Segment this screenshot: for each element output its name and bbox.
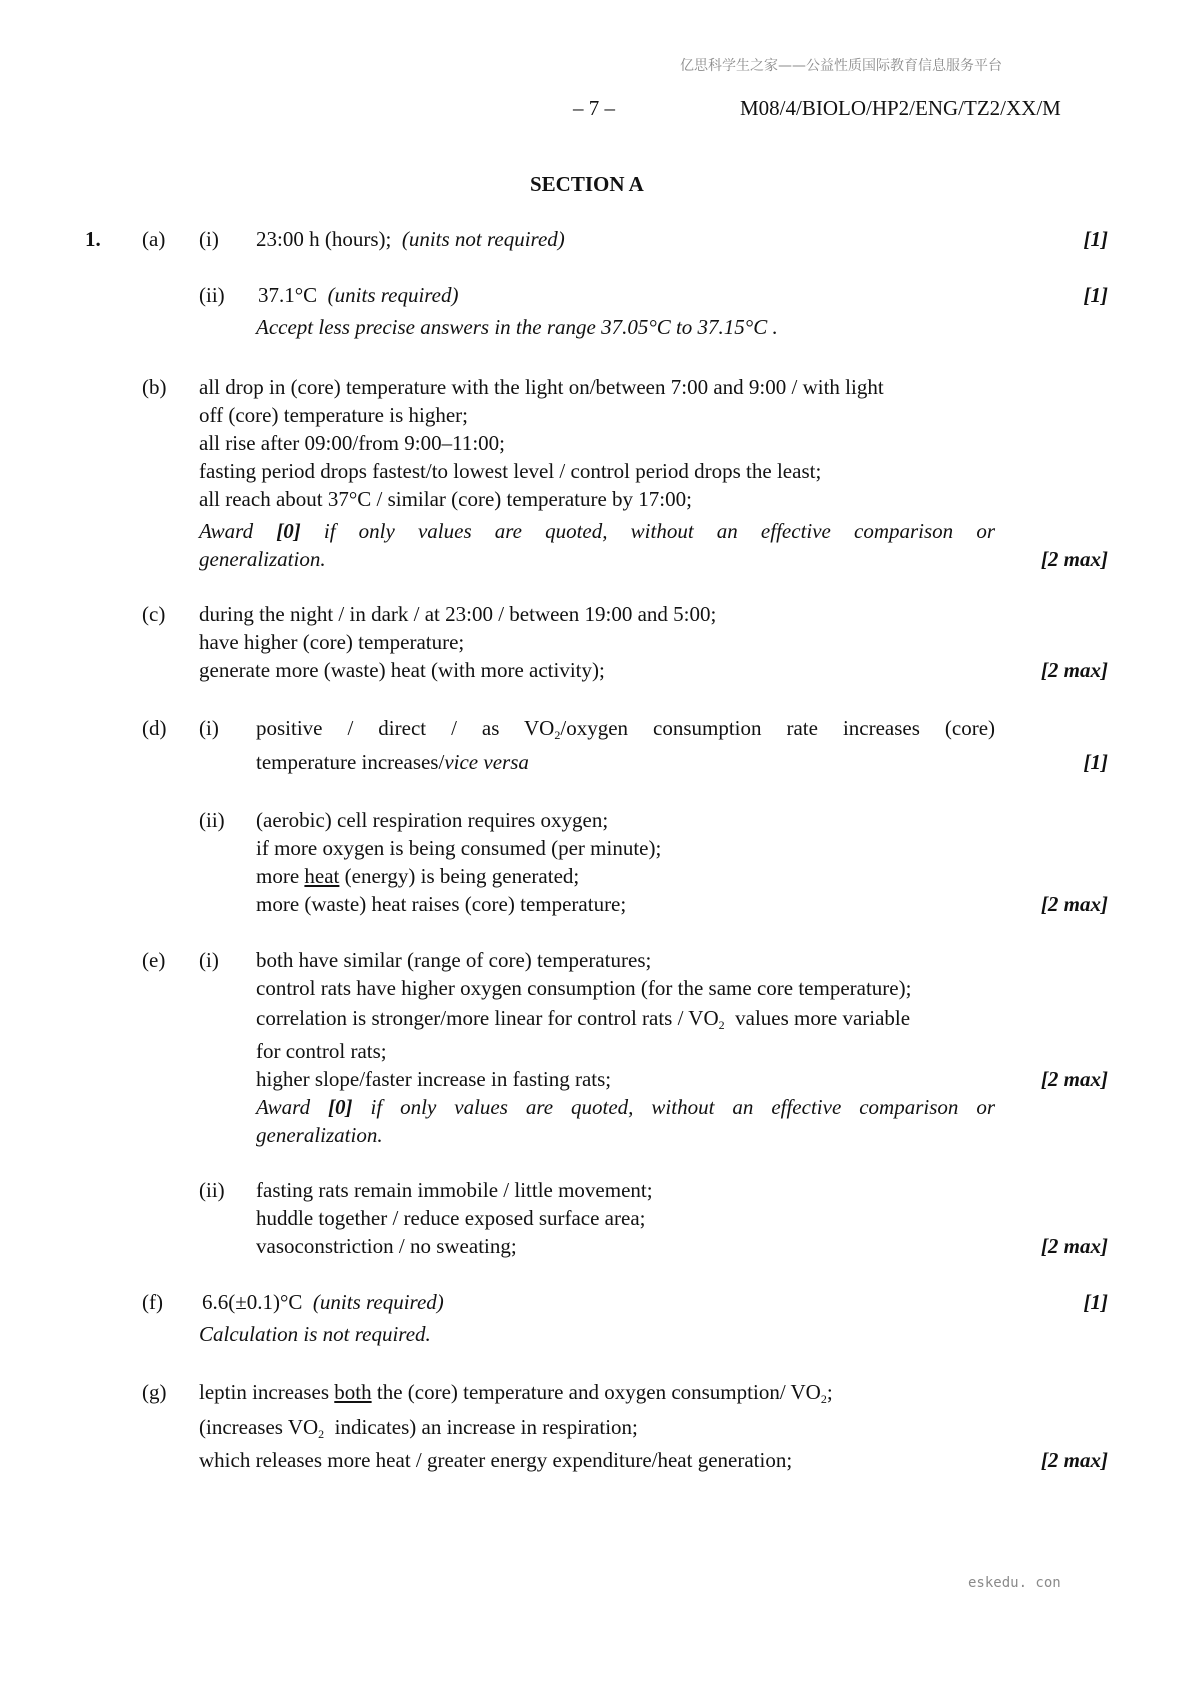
line-start: correlation is stronger/more linear for control rats / VO	[256, 1006, 719, 1030]
award-mark: [0]	[328, 1095, 353, 1119]
part-d-ii-line3	[256, 864, 579, 889]
part-g-mark: [2 max]	[1040, 1448, 1108, 1472]
part-e-i-line: control rats have higher oxygen consumption (for the same core temperature);	[256, 976, 912, 1000]
part-e-i-line3	[256, 1006, 910, 1031]
part-e-i-award-line2: generalization.	[256, 1123, 383, 1147]
subscript: 2	[554, 728, 561, 742]
part-e-ii-mark: [2 max]	[1040, 1234, 1108, 1258]
part-f-label: (f)	[142, 1290, 163, 1314]
part-g-line3: which releases more heat / greater energy expenditure/heat generation;	[199, 1448, 793, 1472]
part-e-ii-line: fasting rats remain immobile / little movement;	[256, 1178, 653, 1202]
part-d-ii-line: more (waste) heat raises (core) temperature;	[256, 892, 627, 916]
underlined-word: both	[334, 1380, 372, 1404]
part-e-i-line: for control rats;	[256, 1039, 387, 1063]
part-f-mark: [1]	[1083, 1290, 1108, 1314]
subscript: 2	[820, 1392, 827, 1406]
part-e-i-mark: [2 max]	[1040, 1067, 1108, 1091]
exam-code: M08/4/BIOLO/HP2/ENG/TZ2/XX/M	[740, 96, 1061, 120]
part-a-i-answer	[256, 227, 565, 252]
line-start: (increases VO	[199, 1415, 319, 1439]
part-b-line: all rise after 09:00/from 9:00–11:00;	[199, 431, 505, 455]
answer-note: (units required)	[312, 1290, 444, 1314]
part-b-line: all reach about 37°C / similar (core) temperature by 17:00;	[199, 487, 692, 511]
part-g-label: (g)	[142, 1380, 167, 1404]
line-end: indicates) an increase in respiration;	[334, 1415, 638, 1439]
part-b-award-note	[199, 519, 995, 544]
part-e-i-line: higher slope/faster increase in fasting rats;	[256, 1067, 612, 1091]
line-end: ;	[826, 1380, 833, 1404]
part-b-mark: [2 max]	[1040, 547, 1108, 571]
answer-note: (units required)	[327, 283, 459, 307]
part-a-i-label: (i)	[199, 227, 219, 251]
line-end: values more variable	[735, 1006, 911, 1030]
subscript: 2	[318, 1427, 325, 1441]
subscript: 2	[718, 1018, 725, 1032]
page-number: – 7 –	[573, 96, 615, 120]
underlined-word: heat	[304, 864, 340, 888]
award-text: if only values are quoted, without an effective comparison or	[370, 1095, 996, 1119]
answer-text: 23:00 h (hours);	[256, 227, 392, 251]
part-b-award-line2: generalization.	[199, 547, 326, 571]
part-e-i-label: (i)	[199, 948, 219, 972]
line-start: temperature increases/	[256, 750, 445, 774]
part-c-line: generate more (waste) heat (with more activity);	[199, 658, 605, 682]
part-d-label: (d)	[142, 716, 167, 740]
award-prefix: Award	[199, 519, 254, 543]
part-a-i-mark: [1]	[1083, 227, 1108, 251]
section-title: SECTION A	[530, 172, 644, 196]
part-b-line: fasting period drops fastest/to lowest level / control period drops the least;	[199, 459, 822, 483]
line-start: more	[256, 864, 300, 888]
part-d-ii-label: (ii)	[199, 808, 225, 832]
question-number: 1.	[85, 227, 101, 251]
watermark-top: 亿思科学生之家——公益性质国际教育信息服务平台	[680, 58, 1002, 74]
answer-text: 37.1°C	[258, 283, 318, 307]
part-b-label: (b)	[142, 375, 167, 399]
award-mark: [0]	[276, 519, 301, 543]
line-middle: the (core) temperature and oxygen consumption/ VO	[376, 1380, 821, 1404]
part-b-line: all drop in (core) temperature with the light on/between 7:00 and 9:00 / with light	[199, 375, 884, 399]
part-d-i-line2	[256, 750, 529, 775]
part-e-label: (e)	[142, 948, 166, 972]
part-e-ii-line: vasoconstriction / no sweating;	[256, 1234, 517, 1258]
part-d-ii-mark: [2 max]	[1040, 892, 1108, 916]
part-d-ii-line: (aerobic) cell respiration requires oxygen;	[256, 808, 609, 832]
part-a-ii-accept: Accept less precise answers in the range 37.05°C to 37.15°C .	[256, 315, 778, 339]
part-d-i-line1	[256, 716, 995, 741]
line-start: positive / direct / as VO	[256, 716, 555, 740]
part-g-line2	[199, 1415, 638, 1440]
part-e-ii-label: (ii)	[199, 1178, 225, 1202]
watermark-bottom: eskedu. con	[968, 1575, 1061, 1591]
line-end: /oxygen consumption rate increases (core)	[560, 716, 996, 740]
part-c-line: during the night / in dark / at 23:00 / between 19:00 and 5:00;	[199, 602, 717, 626]
part-c-line: have higher (core) temperature;	[199, 630, 465, 654]
part-a-label: (a)	[142, 227, 166, 251]
part-c-mark: [2 max]	[1040, 658, 1108, 682]
part-e-ii-line: huddle together / reduce exposed surface area;	[256, 1206, 646, 1230]
part-a-ii-label: (ii)	[199, 283, 225, 307]
part-g-line1	[199, 1380, 833, 1405]
part-a-ii-mark: [1]	[1083, 283, 1108, 307]
part-f-line2: Calculation is not required.	[199, 1322, 431, 1346]
part-a-ii-answer	[258, 283, 459, 308]
part-d-i-mark: [1]	[1083, 750, 1108, 774]
line-start: leptin increases	[199, 1380, 330, 1404]
line-italic: vice versa	[444, 750, 529, 774]
answer-note: (units not required)	[401, 227, 565, 251]
part-c-label: (c)	[142, 602, 166, 626]
part-d-ii-line: if more oxygen is being consumed (per minute);	[256, 836, 662, 860]
part-f-answer	[202, 1290, 444, 1315]
answer-text: 6.6(±0.1)°C	[202, 1290, 303, 1314]
part-b-line: off (core) temperature is higher;	[199, 403, 468, 427]
award-text: if only values are quoted, without an effective comparison or	[323, 519, 995, 543]
part-d-i-label: (i)	[199, 716, 219, 740]
line-end: (energy) is being generated;	[344, 864, 580, 888]
part-e-i-line: both have similar (range of core) temperatures;	[256, 948, 652, 972]
award-prefix: Award	[256, 1095, 311, 1119]
part-e-i-award-note	[256, 1095, 995, 1120]
